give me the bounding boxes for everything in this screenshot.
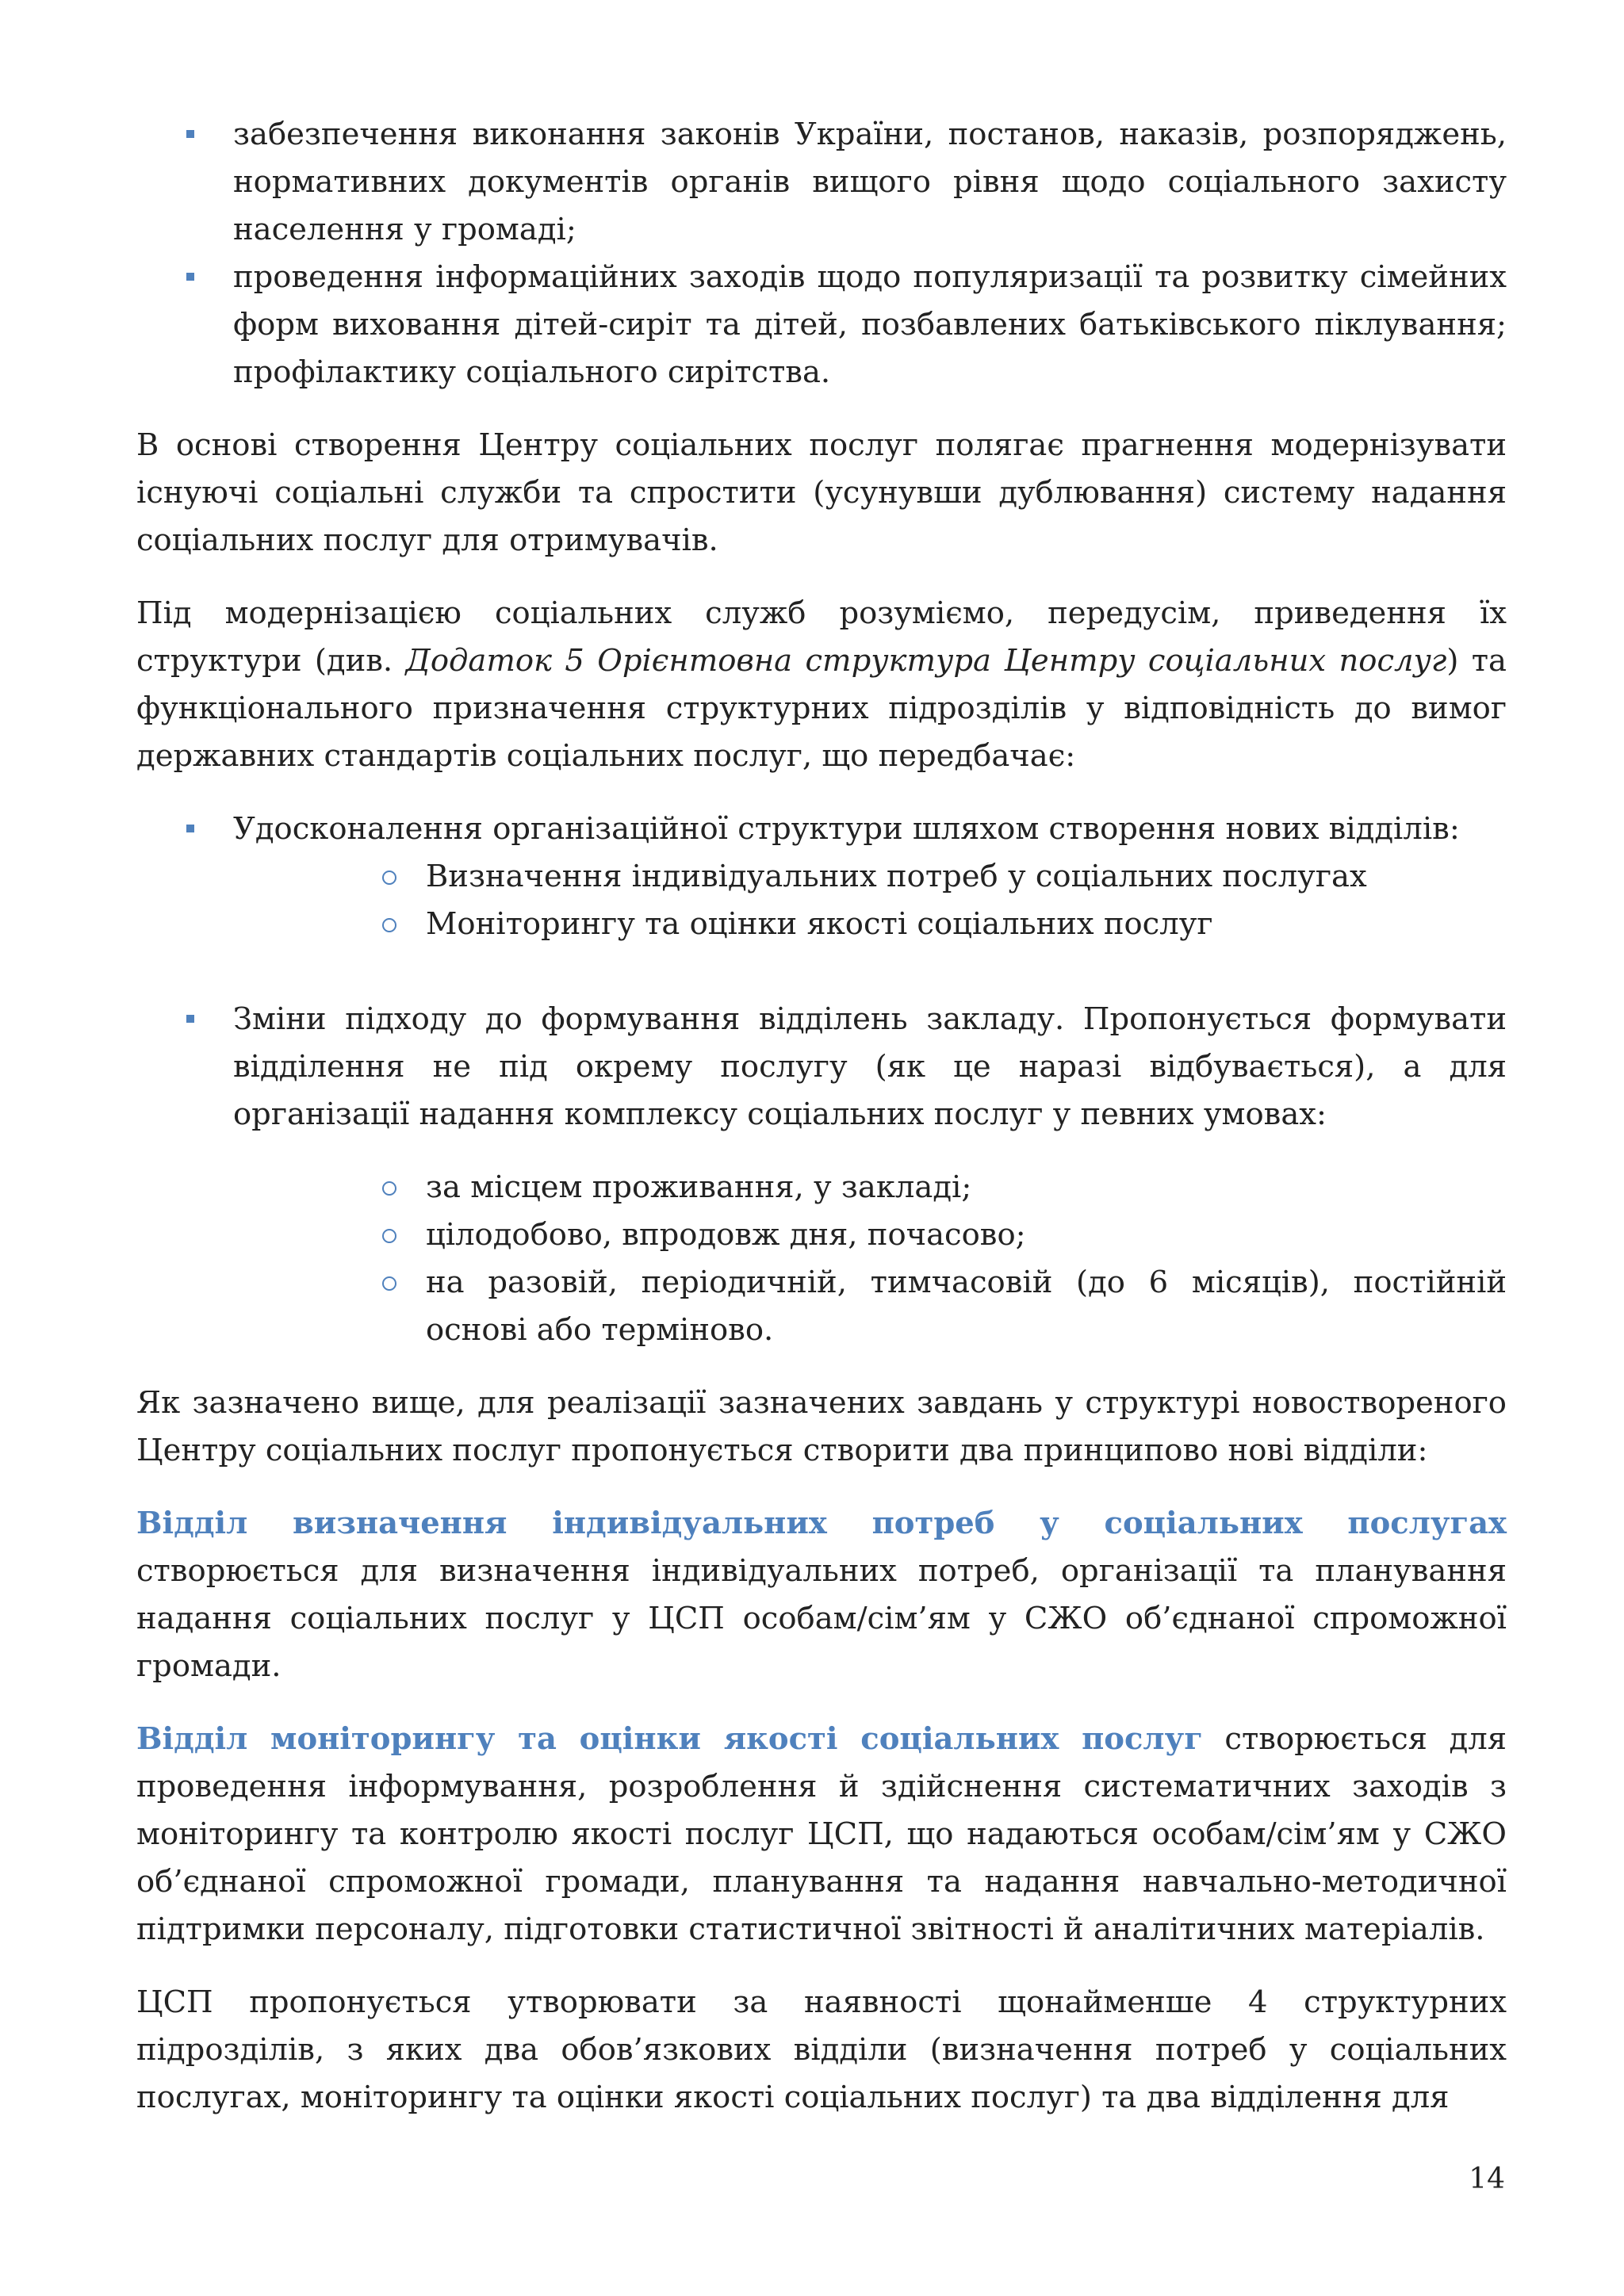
sub-list-item: на разовій, періодичній, тимчасовій (до 6 місяців), постійній основі або терміново. — [233, 1259, 1507, 1354]
bullet-item: проведення інформаційних заходів щодо популяризації та розвитку сімейних форм виховання дітей-сиріт та дітей, позбавлених батьківського піклування; профілактику соціального сирітства. — [136, 254, 1507, 396]
paragraph-csp-structure: ЦСП пропонується утворювати за наявності щонайменше 4 структурних підрозділів, з яких два обов’язкових відділи (визначення потреб у соціальних послугах, моніторингу та оцінки якості соціальних послуг) та два відділення для — [136, 1984, 1507, 2115]
paragraph-modernization-text-end: ) та функціонального призначення структурних підрозділів у відповідність до вимог державних стандартів соціальних послуг, що передбачає: — [136, 643, 1507, 774]
bullet-item — [136, 806, 1507, 948]
page-content — [136, 111, 1507, 2147]
paragraph-needs-department — [136, 1500, 1507, 1690]
page-number: 14 — [1469, 2163, 1505, 2195]
paragraph-new-departments: Як зазначено вище, для реалізації зазначених завдань у структурі новоствореного Центру соціальних послуг пропонується створити два принципово нові відділи: — [136, 1385, 1507, 1468]
sub-list — [233, 853, 1507, 948]
paragraph-monitoring-department — [136, 1716, 1507, 1954]
department-description-monitoring: створюється для проведення інформування, розроблення й здійснення систематичних заходів з моніторингу та контролю якості послуг ЦСП, що надаються особам/сім’ям у СЖО об’єднаної спроможної громади, планування та надання навчально-методичної підтримки персоналу, підготовки статистичної звітності й аналітичних матеріалів. — [136, 1721, 1507, 1947]
bullet-list-org — [136, 806, 1507, 948]
bullet-list-changes — [136, 996, 1507, 1354]
appendix-reference: Додаток 5 Орієнтовна структура Центру соціальних послуг — [405, 643, 1447, 679]
bullet-item-text: Зміни підходу до формування відділень закладу. Пропонується формувати відділення не під окрему послугу (як це наразі відбувається), а для організації надання комплексу соціальних послуг у певних умовах: — [233, 1001, 1507, 1132]
sub-list-item: за місцем проживання, у закладі; — [233, 1164, 1507, 1211]
department-description-needs: створюється для визначення індивідуальних потреб, організації та планування надання соціальних послуг у ЦСП особам/сім’ям у СЖО об’єднаної спроможної громади. — [136, 1553, 1507, 1684]
sub-list-item: Моніторингу та оцінки якості соціальних послуг — [233, 901, 1507, 948]
bullet-item: забезпечення виконання законів України, постанов, наказів, розпоряджень, нормативних документів органів вищого рівня щодо соціального захисту населення у громаді; — [136, 111, 1507, 254]
paragraph-csp-basis: В основі створення Центру соціальних послуг полягає прагнення модернізувати існуючі соціальні служби та спростити (усунувши дублювання) систему надання соціальних послуг для отримувачів. — [136, 427, 1507, 558]
bullet-list-top — [136, 111, 1507, 396]
paragraph-modernization-text-start: Під модернізацією соціальних служб розуміємо, передусім, приведення їх структури (див. — [136, 595, 1507, 679]
paragraph-modernization — [136, 590, 1507, 780]
department-title-monitoring: Відділ моніторингу та оцінки якості соціальних послуг — [136, 1721, 1203, 1757]
department-title-needs: Відділ визначення індивідуальних потреб у соціальних послугах — [136, 1506, 1507, 1541]
bullet-item — [136, 996, 1507, 1354]
sub-list-item: Визначення індивідуальних потреб у соціальних послугах — [233, 853, 1507, 901]
bullet-item-text: Удосконалення організаційної структури шляхом створення нових відділів: — [233, 811, 1460, 847]
sub-list-item: цілодобово, впродовж дня, почасово; — [233, 1211, 1507, 1259]
sub-list — [233, 1164, 1507, 1354]
